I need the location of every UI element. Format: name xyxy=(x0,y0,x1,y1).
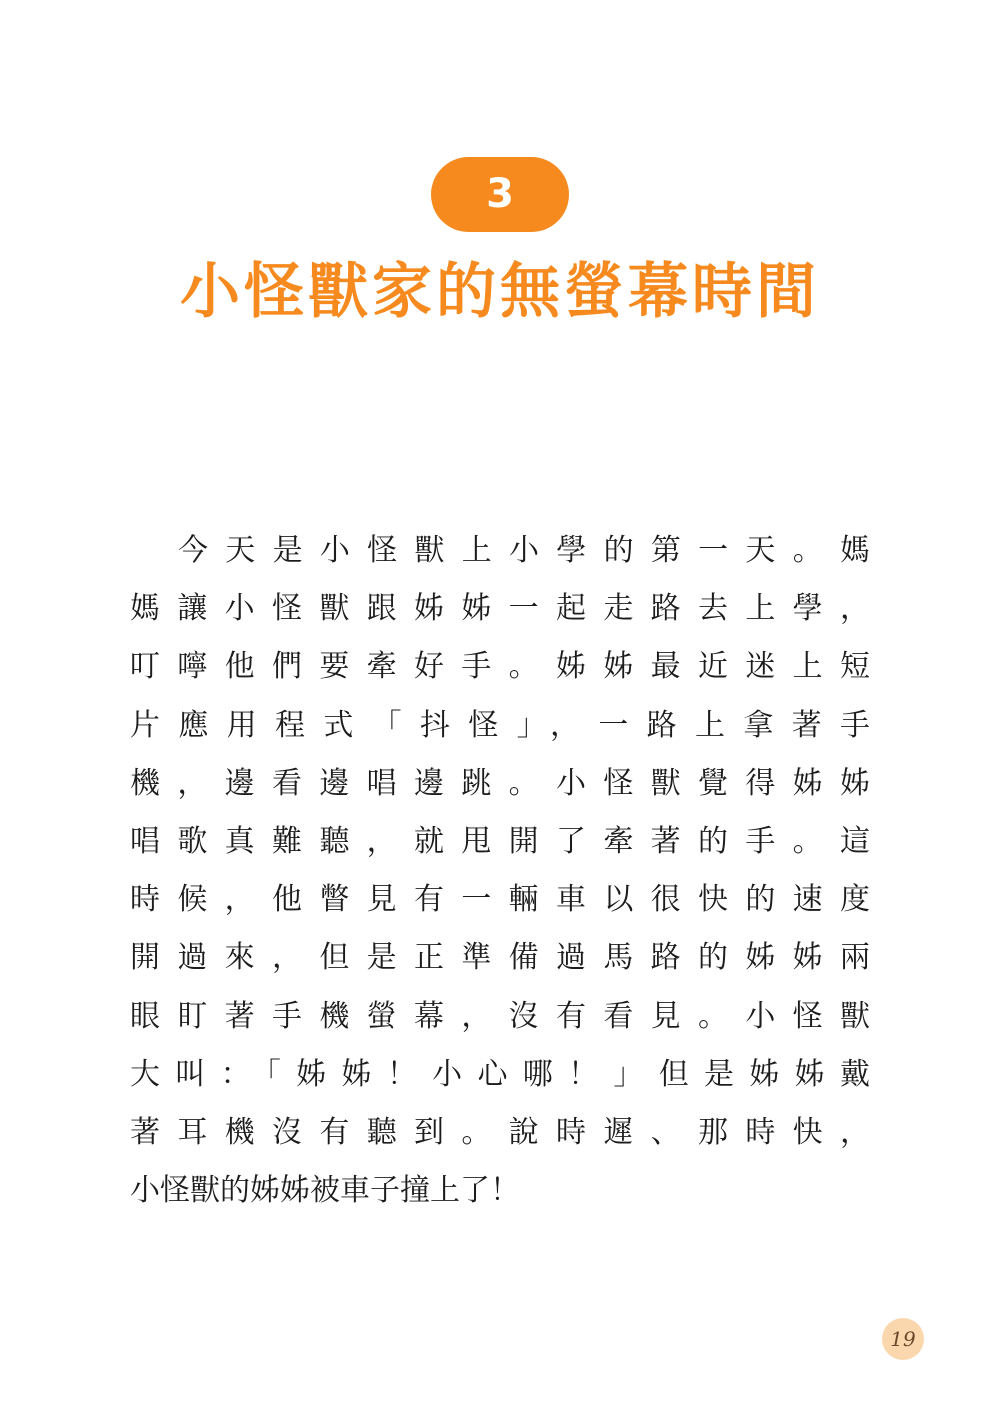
story-line: 眼盯著手機螢幕，沒有看見。小怪獸 xyxy=(130,998,870,1034)
story-text xyxy=(130,522,870,1220)
story-line: 機，邊看邊唱邊跳。小怪獸覺得姊姊 xyxy=(130,765,870,801)
story-line: 著耳機沒有聽到。說時遲、那時快， xyxy=(130,1114,870,1150)
chapter-title: 小怪獸家的無螢幕時間 xyxy=(180,257,820,327)
story-line: 今天是小怪獸上小學的第一天。媽 xyxy=(178,533,870,568)
story-line: 大叫：「姊姊！小心哪！」但是姊姊戴 xyxy=(130,1056,870,1092)
story-line: 小怪獸的姊姊被車子撞上了！ xyxy=(130,1173,520,1209)
story-line: 唱歌真難聽，就甩開了牽著的手。這 xyxy=(130,823,870,859)
story-line: 開過來，但是正準備過馬路的姊姊兩 xyxy=(130,940,870,976)
chapter-number-badge: 3 xyxy=(431,157,569,232)
story-line: 叮嚀他們要牽好手。姊姊最近迷上短 xyxy=(130,649,870,685)
story-line: 片應用程式「抖怪」，一路上拿著手 xyxy=(130,707,870,743)
story-line: 時候，他瞥見有一輛車以很快的速度 xyxy=(130,882,870,918)
story-line: 媽讓小怪獸跟姊姊一起走路去上學， xyxy=(130,591,870,627)
page-number: 19 xyxy=(882,1318,924,1360)
